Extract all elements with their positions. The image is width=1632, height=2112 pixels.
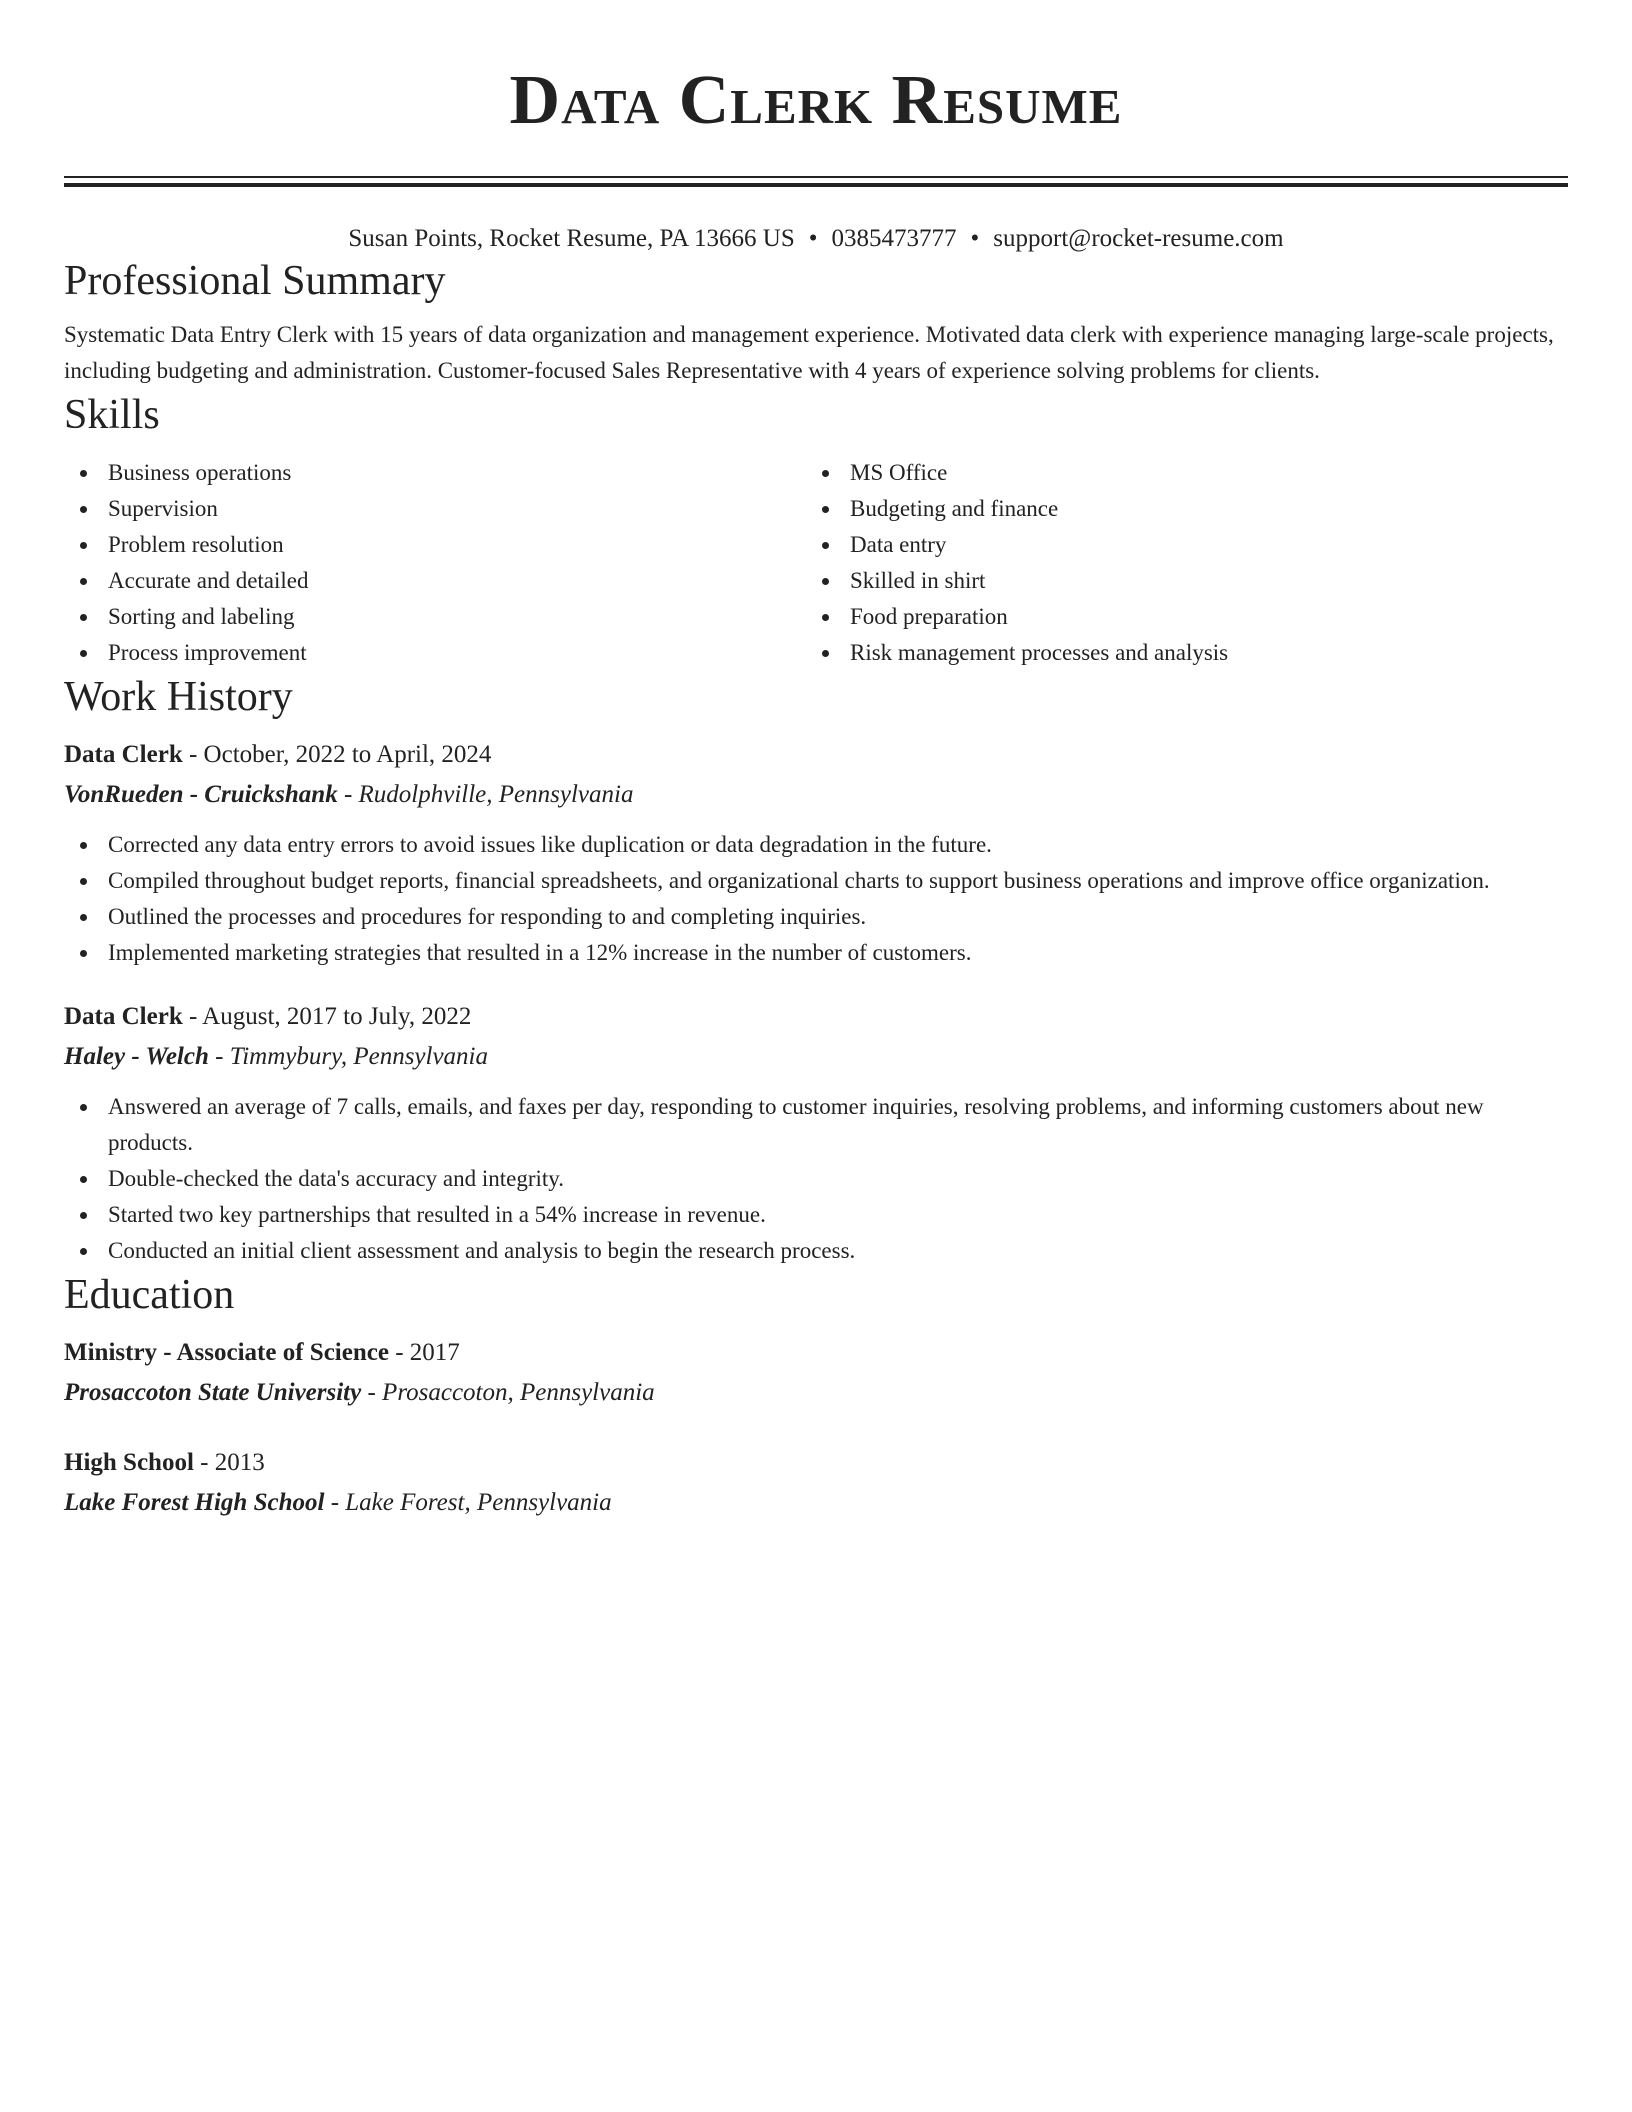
contact-address: Susan Points, Rocket Resume, PA 13666 US: [348, 225, 795, 252]
skill-item: Risk management processes and analysis: [806, 635, 1548, 671]
graduation-year: - 2013: [193, 1449, 265, 1476]
contact-phone: 0385473777: [831, 225, 957, 252]
skills-heading: Skills: [64, 392, 160, 438]
education-heading: Education: [64, 1272, 235, 1318]
skills-column-left: [64, 455, 806, 671]
school-name: Prosaccoton State University: [64, 1379, 362, 1406]
job-location: - Rudolphville, Pennsylvania: [337, 781, 634, 808]
job-company: VonRueden - Cruickshank: [64, 781, 338, 808]
skill-item: Skilled in shirt: [806, 563, 1548, 599]
school-location: - Prosaccoton, Pennsylvania: [361, 1379, 655, 1406]
graduation-year: - 2017: [388, 1339, 460, 1366]
job-bullet: Corrected any data entry errors to avoid issues like duplication or data degradation in the future.: [64, 827, 1568, 863]
summary-heading: Professional Summary: [64, 258, 446, 304]
job-entry: [64, 735, 1568, 971]
school-line: [64, 1373, 1568, 1413]
contact-line: [64, 223, 1568, 255]
skill-item: Food preparation: [806, 599, 1548, 635]
job-bullet: Implemented marketing strategies that resulted in a 12% increase in the number of customers.: [64, 935, 1568, 971]
school-location: - Lake Forest, Pennsylvania: [324, 1489, 612, 1516]
skill-item: Budgeting and finance: [806, 491, 1548, 527]
summary-text: Systematic Data Entry Clerk with 15 years of data organization and management experience. Motivated data clerk with experience managing large-scale projects, including budgeting and administration. Customer-focused Sales Representative with 4 years of experience solving problems for clients.: [64, 322, 1554, 383]
degree: Ministry - Associate of Science: [64, 1339, 389, 1366]
skill-item: Data entry: [806, 527, 1548, 563]
job-company-line: [64, 1037, 1568, 1077]
job-company-line: [64, 775, 1568, 815]
job-dates: - October, 2022 to April, 2024: [182, 741, 492, 768]
job-bullet: Double-checked the data's accuracy and integrity.: [64, 1161, 1568, 1197]
job-title-line: [64, 735, 1568, 775]
contact-separator: •: [970, 225, 980, 252]
job-bullet: Answered an average of 7 calls, emails, and faxes per day, responding to customer inquiries, resolving problems, and informing customers about new products.: [64, 1089, 1568, 1161]
education-entry: [64, 1333, 1568, 1413]
skill-item: Supervision: [64, 491, 806, 527]
school-line: [64, 1483, 1568, 1523]
education-entry: [64, 1443, 1568, 1523]
divider-thick-line: [64, 183, 1568, 187]
skill-item: Problem resolution: [64, 527, 806, 563]
skill-item: Process improvement: [64, 635, 806, 671]
job-entry: [64, 997, 1568, 1269]
title-divider: [64, 176, 1568, 187]
job-title: Data Clerk: [64, 1003, 183, 1030]
degree-line: [64, 1333, 1568, 1373]
resume-title: Data Clerk Resume: [509, 62, 1123, 139]
job-bullet: Conducted an initial client assessment and analysis to begin the research process.: [64, 1233, 1568, 1269]
job-location: - Timmybury, Pennsylvania: [208, 1043, 489, 1070]
job-title-line: [64, 997, 1568, 1037]
skill-item: Business operations: [64, 455, 806, 491]
skills-list: [64, 455, 1568, 671]
skill-item: MS Office: [806, 455, 1548, 491]
skill-item: Accurate and detailed: [64, 563, 806, 599]
work-history-heading: Work History: [64, 674, 293, 720]
job-bullets: [64, 827, 1568, 971]
skill-item: Sorting and labeling: [64, 599, 806, 635]
job-bullets: [64, 1089, 1568, 1269]
contact-email: support@rocket-resume.com: [993, 225, 1284, 252]
job-bullet: Outlined the processes and procedures for responding to and completing inquiries.: [64, 899, 1568, 935]
school-name: Lake Forest High School: [64, 1489, 325, 1516]
skills-column-right: [806, 455, 1548, 671]
degree-line: [64, 1443, 1568, 1483]
degree: High School: [64, 1449, 194, 1476]
job-title: Data Clerk: [64, 741, 183, 768]
job-dates: - August, 2017 to July, 2022: [182, 1003, 472, 1030]
contact-separator: •: [808, 225, 818, 252]
job-company: Haley - Welch: [64, 1043, 209, 1070]
job-bullet: Compiled throughout budget reports, financial spreadsheets, and organizational charts to support business operations and improve office organization.: [64, 863, 1568, 899]
job-bullet: Started two key partnerships that resulted in a 54% increase in revenue.: [64, 1197, 1568, 1233]
